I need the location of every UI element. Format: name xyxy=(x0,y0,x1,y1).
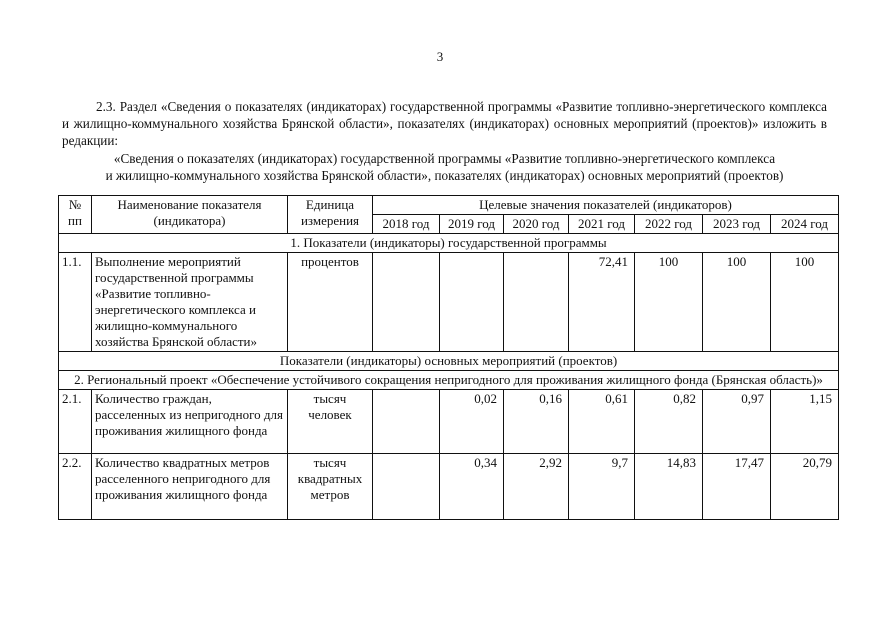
row-2-1-value-2024: 1,15 xyxy=(771,390,839,454)
row-1-1-value-2023: 100 xyxy=(703,253,771,352)
row-1-1-number: 1.1. xyxy=(59,253,92,352)
row-2-2-value-2020: 2,92 xyxy=(504,454,569,520)
header-year-2023: 2023 год xyxy=(703,215,771,234)
page-number: 3 xyxy=(436,49,444,64)
row-2-2-value-2023: 17,47 xyxy=(703,454,771,520)
header-name-label-2: (индикатора) xyxy=(153,213,226,228)
row-2-2-unit-line-1: тысяч xyxy=(313,455,347,470)
header-year-2018: 2018 год xyxy=(373,215,440,234)
intro-text: 2.3. Раздел «Сведения о показателях (индикаторах) государственной программы «Развитие топливно-энергетического комплекса и жилищно-коммунального хозяйства Брянской области», показателях (индикаторах) основных мероприятий (проектов)» изложить в редакции: xyxy=(62,99,827,148)
header-unit-label: Единица xyxy=(305,197,355,212)
row-2-2-value-2019: 0,34 xyxy=(440,454,504,520)
row-1-1-unit: процентов xyxy=(288,253,373,352)
header-name-label: Наименование показателя xyxy=(117,197,262,212)
header-year-2022: 2022 год xyxy=(635,215,703,234)
indicators-table xyxy=(58,195,839,520)
row-1-1-value-2019 xyxy=(440,253,504,352)
row-2-1-value-2022: 0,82 xyxy=(635,390,703,454)
table-heading-line-1: «Сведения о показателях (индикаторах) государственной программы «Развитие топливно-энергетического комплекса xyxy=(113,151,776,166)
row-2-2-unit-line-2: квадратных xyxy=(297,471,363,486)
table-heading xyxy=(62,150,827,184)
row-2-2-unit xyxy=(288,454,373,520)
row-2-2-value-2022: 14,83 xyxy=(635,454,703,520)
row-1-1-value-2024: 100 xyxy=(771,253,839,352)
table-row-2-2 xyxy=(59,454,839,520)
header-year-2019: 2019 год xyxy=(440,215,504,234)
row-1-1-name: Выполнение мероприятий государственной программы «Развитие топливно-энергетического комплекса и жилищно-коммунального хозяйства Брянской области» xyxy=(92,253,288,352)
row-1-1-value-2018 xyxy=(373,253,440,352)
row-2-1-value-2023: 0,97 xyxy=(703,390,771,454)
header-year-2020: 2020 год xyxy=(504,215,569,234)
header-number-label: № xyxy=(68,197,82,212)
row-2-2-value-2018 xyxy=(373,454,440,520)
row-2-2-name: Количество квадратных метров расселенного непригодного для проживания жилищного фонда xyxy=(92,454,288,520)
header-year-2021: 2021 год xyxy=(569,215,635,234)
header-number-cell xyxy=(59,196,92,234)
header-year-2024: 2024 год xyxy=(771,215,839,234)
row-1-1-value-2022: 100 xyxy=(635,253,703,352)
table-header-row-1 xyxy=(59,196,839,215)
row-2-1-unit-line-2: человек xyxy=(308,407,352,422)
row-1-1-value-2020 xyxy=(504,253,569,352)
section-title-2-1: 2. Региональный проект «Обеспечение устойчивого сокращения непригодного для проживания жилищного фонда (Брянская область)» xyxy=(59,371,839,390)
intro-paragraph xyxy=(62,98,827,149)
row-2-2-number: 2.2. xyxy=(59,454,92,520)
section-row-2 xyxy=(59,352,839,371)
row-2-1-value-2019: 0,02 xyxy=(440,390,504,454)
row-2-2-value-2021: 9,7 xyxy=(569,454,635,520)
header-unit-label-2: измерения xyxy=(300,213,360,228)
section-row-1 xyxy=(59,234,839,253)
row-2-1-name: Количество граждан, расселенных из непригодного для проживания жилищного фонда xyxy=(92,390,288,454)
header-number-label-2: пп xyxy=(68,213,82,228)
row-2-2-unit-line-3: метров xyxy=(310,487,350,502)
row-1-1-value-2021: 72,41 xyxy=(569,253,635,352)
row-2-2-value-2024: 20,79 xyxy=(771,454,839,520)
section-title-2: Показатели (индикаторы) основных мероприятий (проектов) xyxy=(59,352,839,371)
row-2-1-unit xyxy=(288,390,373,454)
row-2-1-value-2018 xyxy=(373,390,440,454)
section-title-1: 1. Показатели (индикаторы) государственной программы xyxy=(59,234,839,253)
table-row-1-1 xyxy=(59,253,839,352)
header-name-cell xyxy=(92,196,288,234)
row-2-1-unit-line-1: тысяч xyxy=(313,391,347,406)
header-targets-cell: Целевые значения показателей (индикаторов) xyxy=(373,196,839,215)
row-2-1-number: 2.1. xyxy=(59,390,92,454)
header-unit-cell xyxy=(288,196,373,234)
row-2-1-value-2021: 0,61 xyxy=(569,390,635,454)
table-row-2-1 xyxy=(59,390,839,454)
row-2-1-value-2020: 0,16 xyxy=(504,390,569,454)
table-heading-line-2: и жилищно-коммунального хозяйства Брянской области», показателях (индикаторах) основных мероприятий (проектов) xyxy=(105,168,784,183)
section-row-2-1 xyxy=(59,371,839,390)
